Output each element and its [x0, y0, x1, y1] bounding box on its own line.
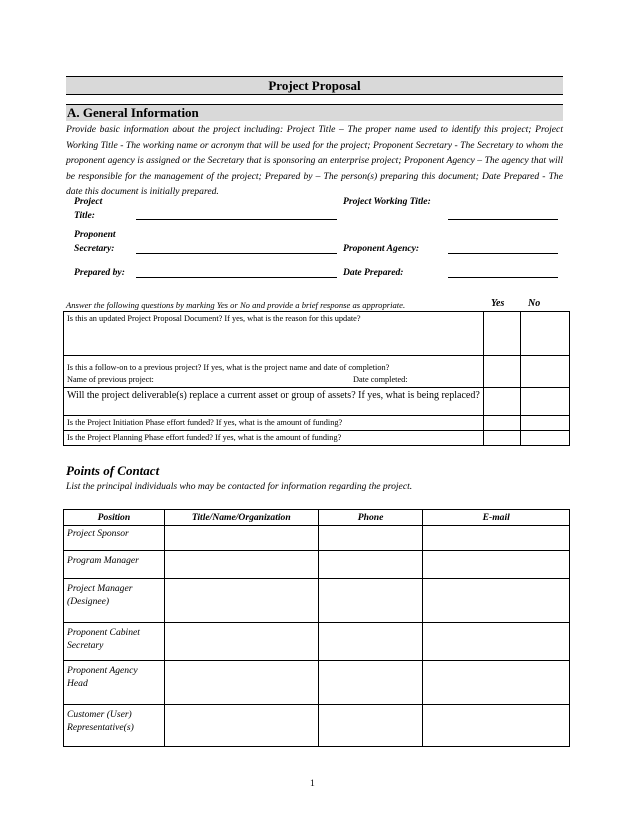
no-checkbox[interactable] — [521, 356, 570, 388]
name-cell[interactable] — [164, 526, 318, 551]
project-title-field[interactable] — [136, 219, 337, 220]
contacts-table — [63, 509, 570, 747]
position-cell — [64, 661, 165, 705]
table-row — [64, 416, 570, 431]
position-cell — [64, 551, 165, 579]
table-row — [64, 705, 570, 747]
no-checkbox[interactable] — [521, 388, 570, 416]
question-text: Is this a follow-on to a previous project? If yes, what is the project name and date of completion? — [67, 363, 390, 372]
yes-checkbox[interactable] — [484, 356, 521, 388]
phone-cell[interactable] — [318, 661, 423, 705]
prepared-by-field[interactable] — [136, 277, 337, 278]
position-text: Secretary — [67, 640, 104, 651]
questions-table — [63, 311, 570, 446]
question-cell: Will the project deliverable(s) replace a current asset or group of assets? If yes, what is being replaced? — [64, 388, 484, 416]
email-cell[interactable] — [423, 551, 570, 579]
position-cell — [64, 579, 165, 623]
label-line: Title: — [74, 210, 95, 221]
position-text: Proponent Agency — [67, 665, 138, 676]
position-text: Project Manager — [67, 583, 133, 594]
column-header: Title/Name/Organization — [164, 510, 318, 526]
table-row — [64, 661, 570, 705]
position-cell — [64, 526, 165, 551]
phone-cell[interactable] — [318, 579, 423, 623]
phone-cell[interactable] — [318, 526, 423, 551]
email-cell[interactable] — [423, 623, 570, 661]
no-checkbox[interactable] — [521, 312, 570, 356]
label-line: Secretary: — [74, 243, 115, 254]
no-header: No — [528, 298, 541, 309]
proponent-secretary-label — [74, 228, 116, 256]
section-bar — [66, 104, 563, 121]
phone-cell[interactable] — [318, 705, 423, 747]
table-row — [64, 623, 570, 661]
poc-title: Points of Contact — [66, 463, 160, 478]
name-cell[interactable] — [164, 551, 318, 579]
name-cell[interactable] — [164, 705, 318, 747]
date-completed-label: Date completed: — [353, 375, 408, 384]
table-row — [64, 526, 570, 551]
email-cell[interactable] — [423, 661, 570, 705]
table-row — [64, 356, 570, 388]
page-title: Project Proposal — [268, 78, 361, 93]
no-checkbox[interactable] — [521, 416, 570, 431]
yes-header: Yes — [491, 298, 505, 309]
position-cell — [64, 705, 165, 747]
table-header-row — [64, 510, 570, 526]
proponent-agency-field[interactable] — [448, 253, 558, 254]
question-cell: Is the Project Initiation Phase effort funded? If yes, what is the amount of funding? — [64, 416, 484, 431]
position-cell — [64, 623, 165, 661]
position-text: Head — [67, 678, 88, 689]
no-checkbox[interactable] — [521, 431, 570, 446]
email-cell[interactable] — [423, 705, 570, 747]
intro-paragraph: Provide basic information about the project including: Project Title – The proper name used to identify this project; Project Working Title - The working name or acronym that will be used for the project; Proponent Secretary - The Secretary to whom the proponent agency is assigned or the Secretary that is sponsoring an enterprise project; Proponent Agency – The agency that will be responsible for the management of the project; Prepared by – The person(s) preparing this document; Date Prepared - The date this document is initially prepared. — [66, 124, 563, 198]
phone-cell[interactable] — [318, 551, 423, 579]
yes-checkbox[interactable] — [484, 312, 521, 356]
page-number: 1 — [310, 778, 315, 789]
table-row — [64, 579, 570, 623]
proponent-secretary-field[interactable] — [136, 253, 337, 254]
column-header: E-mail — [423, 510, 570, 526]
name-cell[interactable] — [164, 661, 318, 705]
question-cell: Is this an updated Project Proposal Document? If yes, what is the reason for this update? — [64, 312, 484, 356]
previous-project-line — [67, 374, 480, 386]
yes-checkbox[interactable] — [484, 388, 521, 416]
date-prepared-label: Date Prepared: — [343, 267, 404, 278]
question-cell — [64, 356, 484, 388]
position-text: Proponent Cabinet — [67, 627, 140, 638]
project-title-label — [74, 195, 102, 223]
phone-cell[interactable] — [318, 623, 423, 661]
prepared-by-label: Prepared by: — [74, 267, 125, 278]
column-header: Phone — [318, 510, 423, 526]
table-row — [64, 431, 570, 446]
label-line: Proponent — [74, 229, 116, 240]
date-prepared-field[interactable] — [448, 277, 558, 278]
title-bar — [66, 76, 563, 95]
table-row — [64, 312, 570, 356]
proponent-agency-label: Proponent Agency: — [343, 243, 420, 254]
position-text: Project Sponsor — [67, 528, 129, 539]
table-row — [64, 551, 570, 579]
working-title-field[interactable] — [448, 219, 558, 220]
column-header: Position — [64, 510, 165, 526]
working-title-label: Project Working Title: — [343, 196, 431, 207]
position-text: (Designee) — [67, 596, 110, 607]
position-text: Representative(s) — [67, 722, 134, 733]
position-text: Program Manager — [67, 555, 139, 566]
section-heading: A. General Information — [67, 105, 199, 120]
email-cell[interactable] — [423, 579, 570, 623]
name-cell[interactable] — [164, 579, 318, 623]
yes-checkbox[interactable] — [484, 416, 521, 431]
label-line: Project — [74, 196, 103, 207]
table-row — [64, 388, 570, 416]
email-cell[interactable] — [423, 526, 570, 551]
previous-project-label: Name of previous project: — [67, 375, 154, 384]
yes-checkbox[interactable] — [484, 431, 521, 446]
poc-subtitle: List the principal individuals who may be contacted for information regarding the project. — [66, 481, 413, 492]
questions-instruction: Answer the following questions by marking Yes or No and provide a brief response as appropriate. — [66, 300, 406, 310]
position-text: Customer (User) — [67, 709, 132, 720]
question-cell: Is the Project Planning Phase effort funded? If yes, what is the amount of funding? — [64, 431, 484, 446]
name-cell[interactable] — [164, 623, 318, 661]
